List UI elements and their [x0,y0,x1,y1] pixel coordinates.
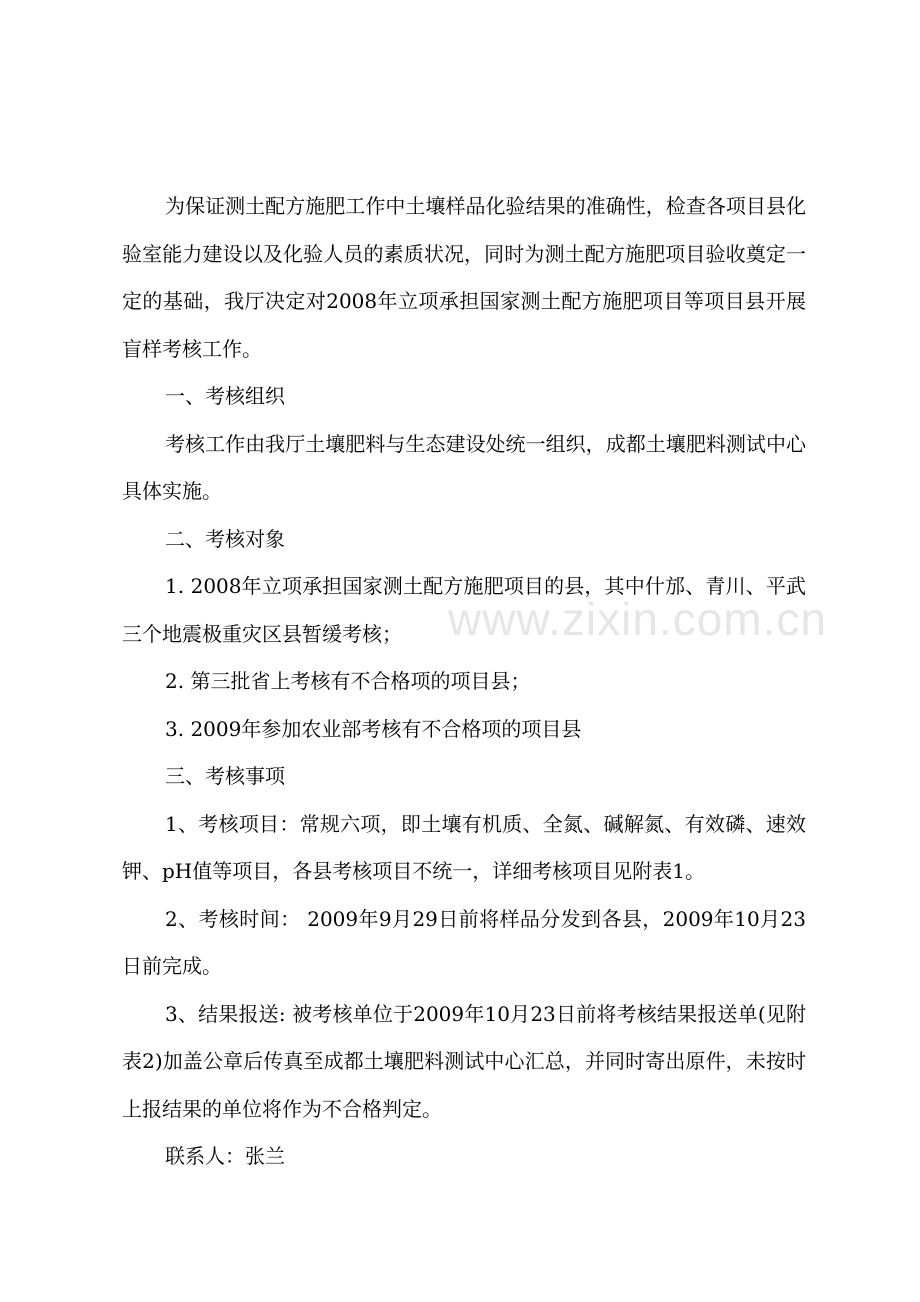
matter-item-1: 1、考核项目：常规六项，即土壤有机质、全氮、碱解氮、有效磷、速效钾、pH值等项目，各县考核项目不统一，详细考核项目见附表1。 [122,811,806,883]
section-heading-organization: 一、考核组织 [165,384,285,408]
target-item-3: 3. 2009年参加农业部考核有不合格项的项目县 [165,716,582,741]
watermark-text: www.zixin.com.cn [448,593,827,645]
contact-line: 联系人：张兰 [165,1144,285,1168]
intro-paragraph: 为保证测土配方施肥工作中土壤样品化验结果的准确性，检查各项目县化验室能力建设以及化验人员的素质状况，同时为测土配方施肥项目验收奠定一定的基础，我厅决定对2008年立项承担国家测土配方施肥项目等项目县开展盲样考核工作。 [122,194,806,361]
section-heading-targets: 二、考核对象 [165,526,285,551]
matter-item-3: 3、结果报送: 被考核单位于2009年10月23日前将考核结果报送单(见附表2)加盖公章后传真至成都土壤肥料测试中心汇总，并同时寄出原件，未按时上报结果的单位将作为不合格判定。 [122,1001,806,1121]
organization-paragraph: 考核工作由我厅土壤肥料与生态建设处统一组织，成都土壤肥料测试中心具体实施。 [122,431,806,503]
document-body [122,183,827,1181]
section-heading-matters: 三、考核事项 [165,764,285,788]
target-item-1: 1. 2008年立项承担国家测土配方施肥项目的县，其中什邡、青川、平武三个地震极重灾区县暂缓考核； [122,574,806,646]
matter-item-2: 2、考核时间： 2009年9月29日前将样品分发到各县，2009年10月23日前完成。 [122,906,806,978]
target-item-2: 2. 第三批省上考核有不合格项的项目县； [165,669,531,693]
